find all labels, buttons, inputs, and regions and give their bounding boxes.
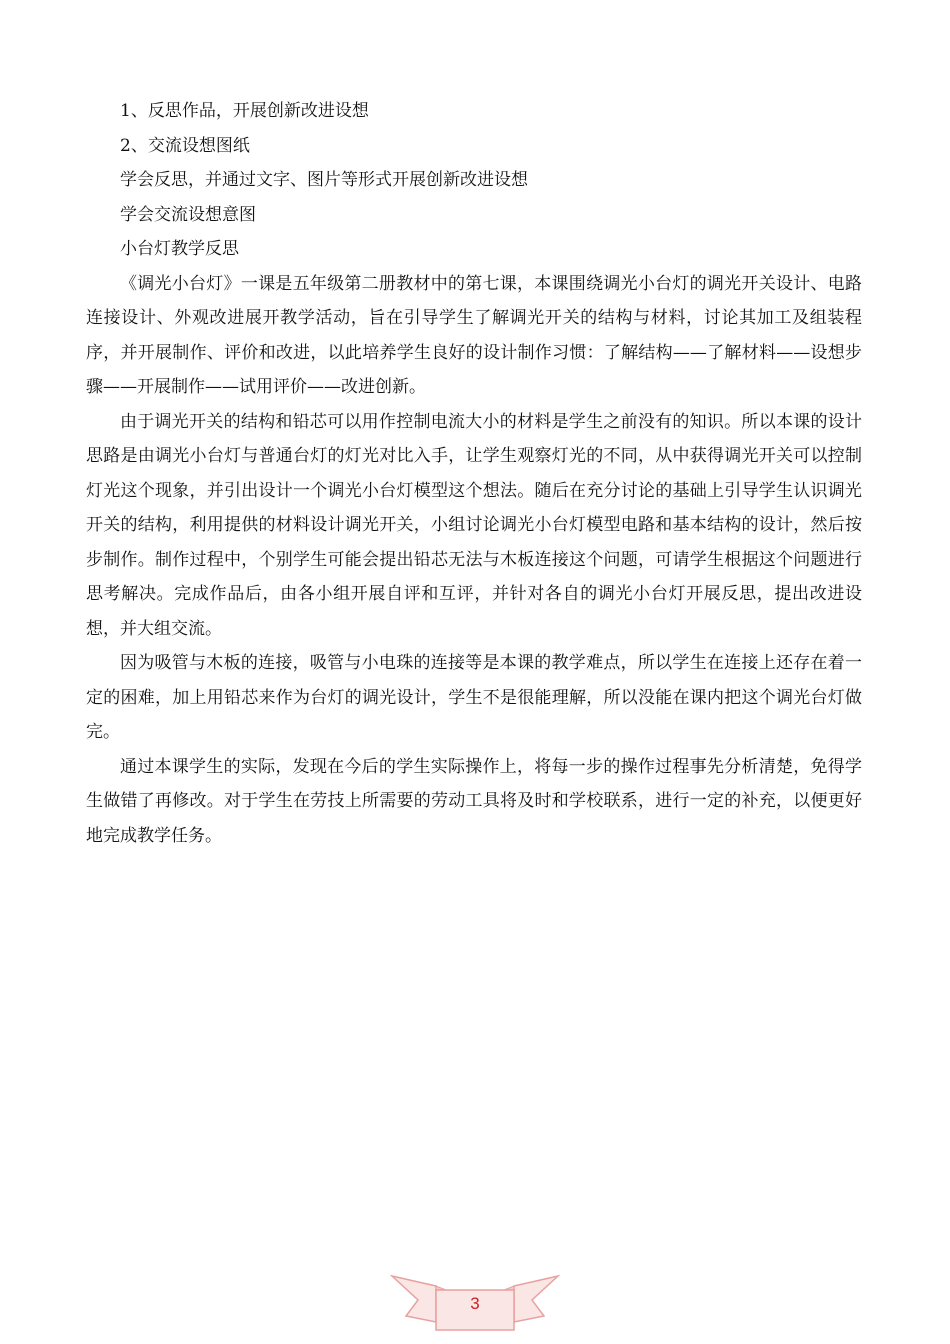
- paragraph: 通过本课学生的实际，发现在今后的学生实际操作上，将每一步的操作过程事先分析清楚，免得学生做错了再修改。对于学生在劳技上所需要的劳动工具将及时和学校联系，进行一定的补充，以便更好地完成教学任务。: [86, 756, 862, 846]
- section-title: 小台灯教学反思: [120, 239, 239, 259]
- paragraph: 因为吸管与木板的连接，吸管与小电珠的连接等是本课的教学难点，所以学生在连接上还存在着一定的困难，加上用铅芯来作为台灯的调光设计，学生不是很能理解，所以没能在课内把这个调光台灯做完。: [86, 653, 862, 742]
- page-footer: [390, 1270, 560, 1340]
- list-item: 1、反思作品，开展创新改进设想: [120, 101, 369, 121]
- paragraph: 《调光小台灯》一课是五年级第二册教材中的第七课，本课围绕调光小台灯的调光开关设计、电路连接设计、外观改进展开教学活动，旨在引导学生了解调光开关的结构与材料，讨论其加工及组装程序，并开展制作、评价和改进，以此培养学生良好的设计制作习惯：了解结构——了解材料——设想步骤——开展制作——试用评价——改进创新。: [86, 273, 862, 397]
- goal-line: 学会反思，并通过文字、图片等形式开展创新改进设想: [120, 170, 528, 190]
- document-body: [86, 94, 862, 853]
- paragraph: 由于调光开关的结构和铅芯可以用作控制电流大小的材料是学生之前没有的知识。所以本课的设计思路是由调光小台灯与普通台灯的灯光对比入手，让学生观察灯光的不同，从中获得调光开关可以控制灯光这个现象，并引出设计一个调光小台灯模型这个想法。随后在充分讨论的基础上引导学生认识调光开关的结构，利用提供的材料设计调光开关，小组讨论调光小台灯模型电路和基本结构的设计，然后按步制作。制作过程中，个别学生可能会提出铅芯无法与木板连接这个问题，可请学生根据这个问题进行思考解决。完成作品后，由各小组开展自评和互评，并针对各自的调光小台灯开展反思，提出改进设想，并大组交流。: [86, 411, 862, 639]
- page-number: 3: [470, 1294, 480, 1313]
- goal-line: 学会交流设想意图: [120, 204, 256, 225]
- list-item: 2、交流设想图纸: [120, 135, 250, 156]
